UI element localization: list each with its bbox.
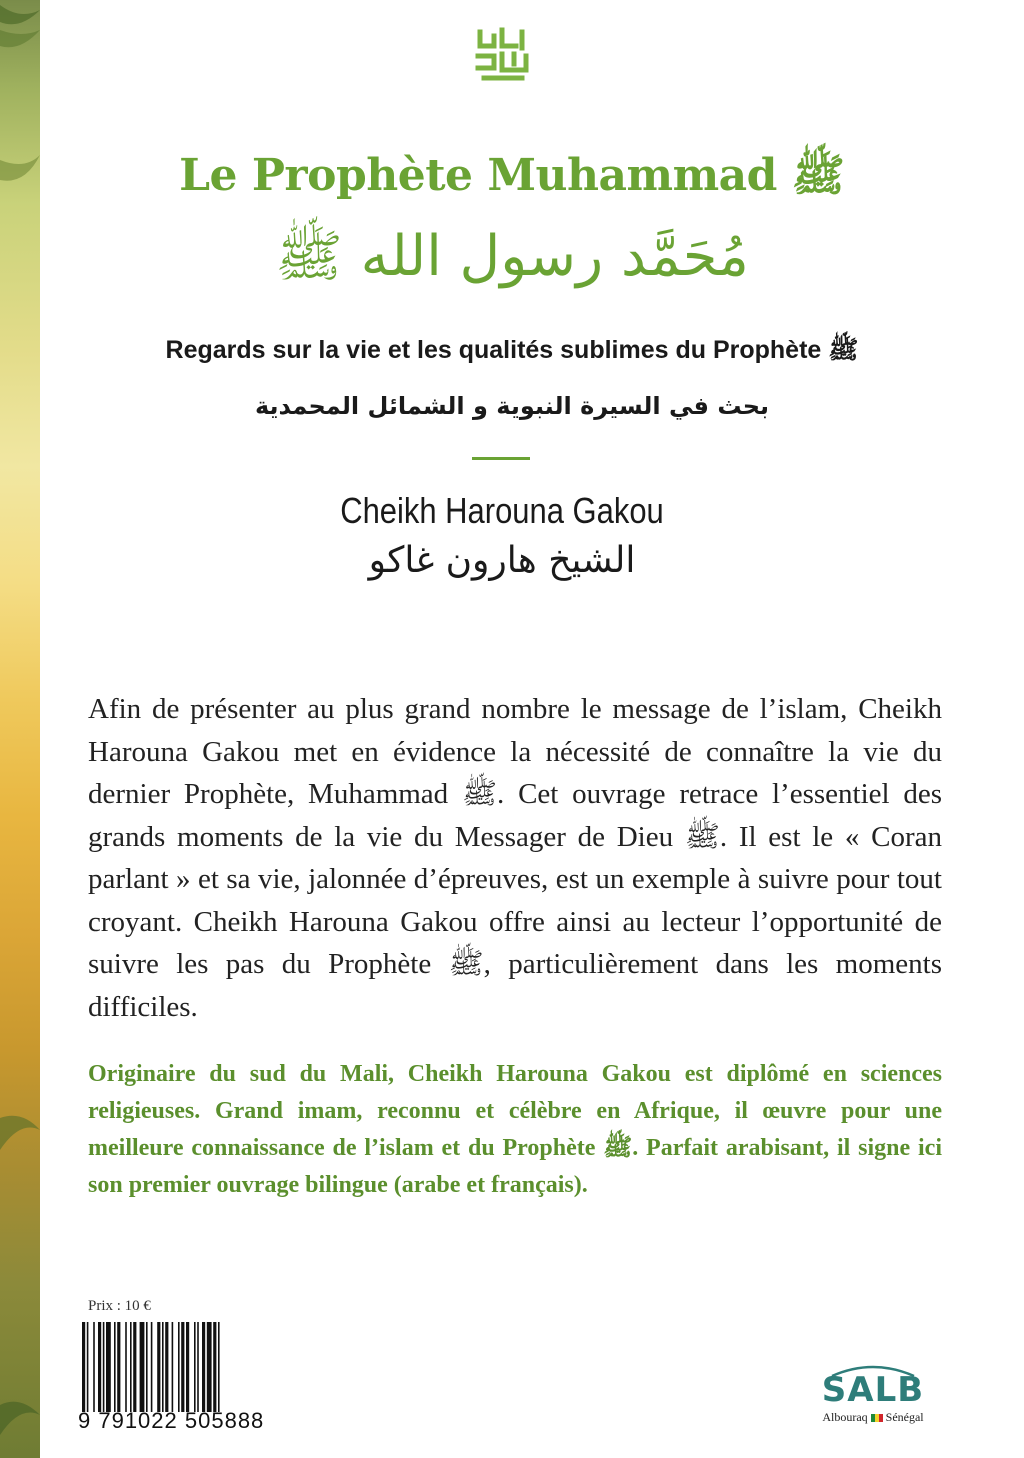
barcode-bar (218, 1322, 220, 1412)
publisher-name-left: Albouraq (822, 1410, 868, 1424)
barcode-bar (186, 1322, 189, 1412)
title-arabic: مُحَمَّد رسول الله ﷺ (275, 224, 749, 289)
senegal-flag-icon (871, 1414, 883, 1422)
barcode-icon (80, 1322, 284, 1412)
barcode-bar (207, 1322, 212, 1412)
subtitle-arabic: بحث في السيرة النبوية و الشمائل المحمدية (254, 392, 770, 420)
barcode-bar (103, 1322, 105, 1412)
publisher-name (808, 1410, 938, 1425)
barcode-bar (130, 1322, 132, 1412)
barcode-bar (87, 1322, 89, 1412)
barcode-bar (117, 1322, 120, 1412)
divider (472, 457, 530, 460)
barcode-bar (151, 1322, 153, 1412)
publisher-block (808, 1370, 938, 1440)
price-label: Prix : 10 € (88, 1298, 151, 1314)
barcode-bar (140, 1322, 145, 1412)
barcode-bar (165, 1322, 168, 1412)
barcode-bar (172, 1322, 174, 1412)
barcode-bar (157, 1322, 160, 1412)
barcode-bar (114, 1322, 116, 1412)
barcode-bar (98, 1322, 101, 1412)
barcode-bar (82, 1322, 85, 1412)
palm-frond-icon (0, 1380, 40, 1440)
isbn-number: 9 791022 505888 (78, 1408, 265, 1433)
publisher-logo: SALB (821, 1370, 925, 1410)
barcode-bar (106, 1322, 111, 1412)
barcode-bar (125, 1322, 127, 1412)
palm-frond-icon (0, 0, 40, 60)
barcode-bar (194, 1322, 196, 1412)
barcode-bar (93, 1322, 95, 1412)
author-name-french: Cheikh Harouna Gakou (340, 490, 664, 531)
barcode-bar (146, 1322, 148, 1412)
book-description: Afin de présenter au plus grand nombre le message de l’islam, Cheikh Harouna Gakou met en évidence la nécessité de connaître la vie du dernier Prophète, Muhammad ﷺ. Cet ouvrage retrace l’essentiel des grands moments de la vie du Messager de Dieu ﷺ. Il est le « Coran parlant » et sa vie, jalonnée d’épreuves, est un exemple à suivre pour tout croyant. Cheikh Harouna Gakou offre ainsi au lecteur l’opportunité de suivre les pas du Prophète ﷺ, particulièrement dans les moments difficiles. (88, 693, 943, 1023)
author-biography: Originaire du sud du Mali, Cheikh Harouna Gakou est diplômé en sciences religieuses. Grand imam, reconnu et célèbre en Afrique, il œuvre pour une meilleure connaissance de l’islam et du Prophète ﷺ. Parfait arabisant, il signe ici son premier ouvrage bilingue (arabe et français). (88, 1061, 942, 1198)
barcode-bar (181, 1322, 184, 1412)
barcode-bar (197, 1322, 199, 1412)
barcode-bar (133, 1322, 136, 1412)
publisher-name-right: Sénégal (885, 1410, 924, 1424)
barcode-bar (213, 1322, 216, 1412)
barcode-bar (178, 1322, 180, 1412)
barcode-bar (202, 1322, 205, 1412)
title-french: Le Prophète Muhammad ﷺ (179, 150, 845, 201)
palm-frond-icon (0, 1100, 40, 1160)
barcode-bar (162, 1322, 164, 1412)
author-name-arabic: الشيخ هارون غاكو (368, 540, 636, 581)
arabic-calligraphy-logo-icon (470, 24, 536, 90)
barcode-block (78, 1322, 284, 1434)
subtitle-french: Regards sur la vie et les qualités sublimes du Prophète ﷺ (165, 336, 859, 364)
cover-image-strip (0, 0, 40, 1458)
